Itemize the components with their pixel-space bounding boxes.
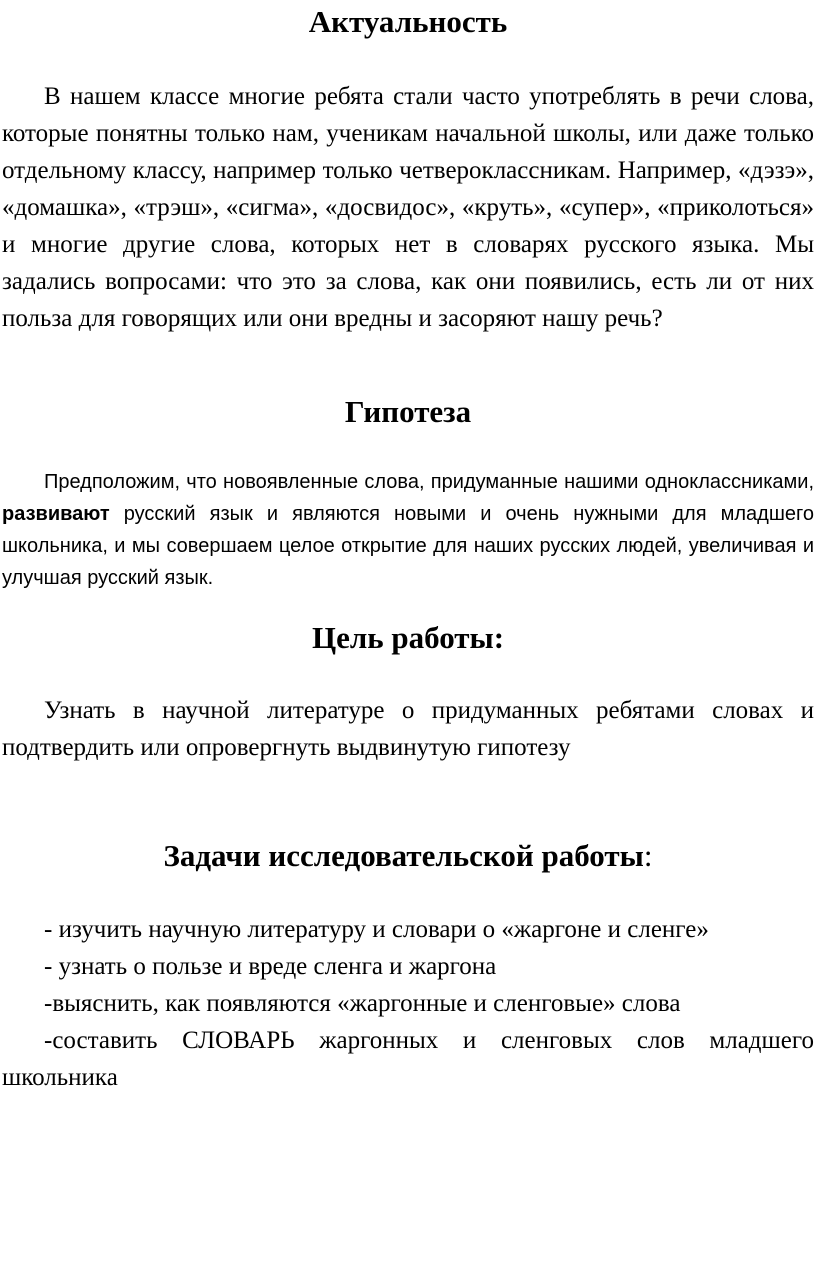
tasks-heading-colon: : xyxy=(643,838,653,873)
goal-heading: Цель работы: xyxy=(311,620,505,655)
task-item: -выяснить, как появляются «жаргонные и сленговые» слова xyxy=(44,990,681,1017)
relevance-heading: Актуальность xyxy=(308,4,508,39)
relevance-paragraph: В нашем классе многие ребята стали часто употреблять в речи слова, которые понятны только нам, ученикам начальной школы, или даже только отдельному классу, например только четвероклассникам. Например, «дэзэ», «домашка», «трэш», «сигма», «досвидос», «круть», «супер», «приколоться» и многие другие слова, которых нет в словарях русского языка. Мы задались вопросами: что это за слова, как они появились, есть ли от них польза для говорящих или они вредны и засоряют нашу речь? xyxy=(2,83,814,332)
hypothesis-text-end: русский язык и являются новыми и очень нужными для младшего школьника, и мы совершаем целое открытие для наших русских людей, увеличивая и улучшая русский язык. xyxy=(2,503,814,589)
hypothesis-bold-word: развивают xyxy=(2,503,110,525)
task-item: - изучить научную литературу и словари о «жаргоне и сленге» xyxy=(44,916,709,943)
hypothesis-heading: Гипотеза xyxy=(344,394,472,429)
goal-paragraph: Узнать в научной литературе о придуманных ребятами словах и подтвердить или опровергнуть выдвинутую гипотезу xyxy=(2,697,814,761)
task-item: -составить СЛОВАРЬ жаргонных и сленговых слов младшего школьника xyxy=(2,1027,814,1091)
hypothesis-text-start: Предположим, что новоявленные слова, придуманные нашими одноклассниками, xyxy=(44,471,814,493)
hypothesis-paragraph xyxy=(2,466,814,594)
tasks-heading-text: Задачи исследовательской работы xyxy=(163,838,644,873)
task-item: - узнать о пользе и вреде сленга и жаргона xyxy=(44,953,497,980)
tasks-heading xyxy=(0,836,816,876)
